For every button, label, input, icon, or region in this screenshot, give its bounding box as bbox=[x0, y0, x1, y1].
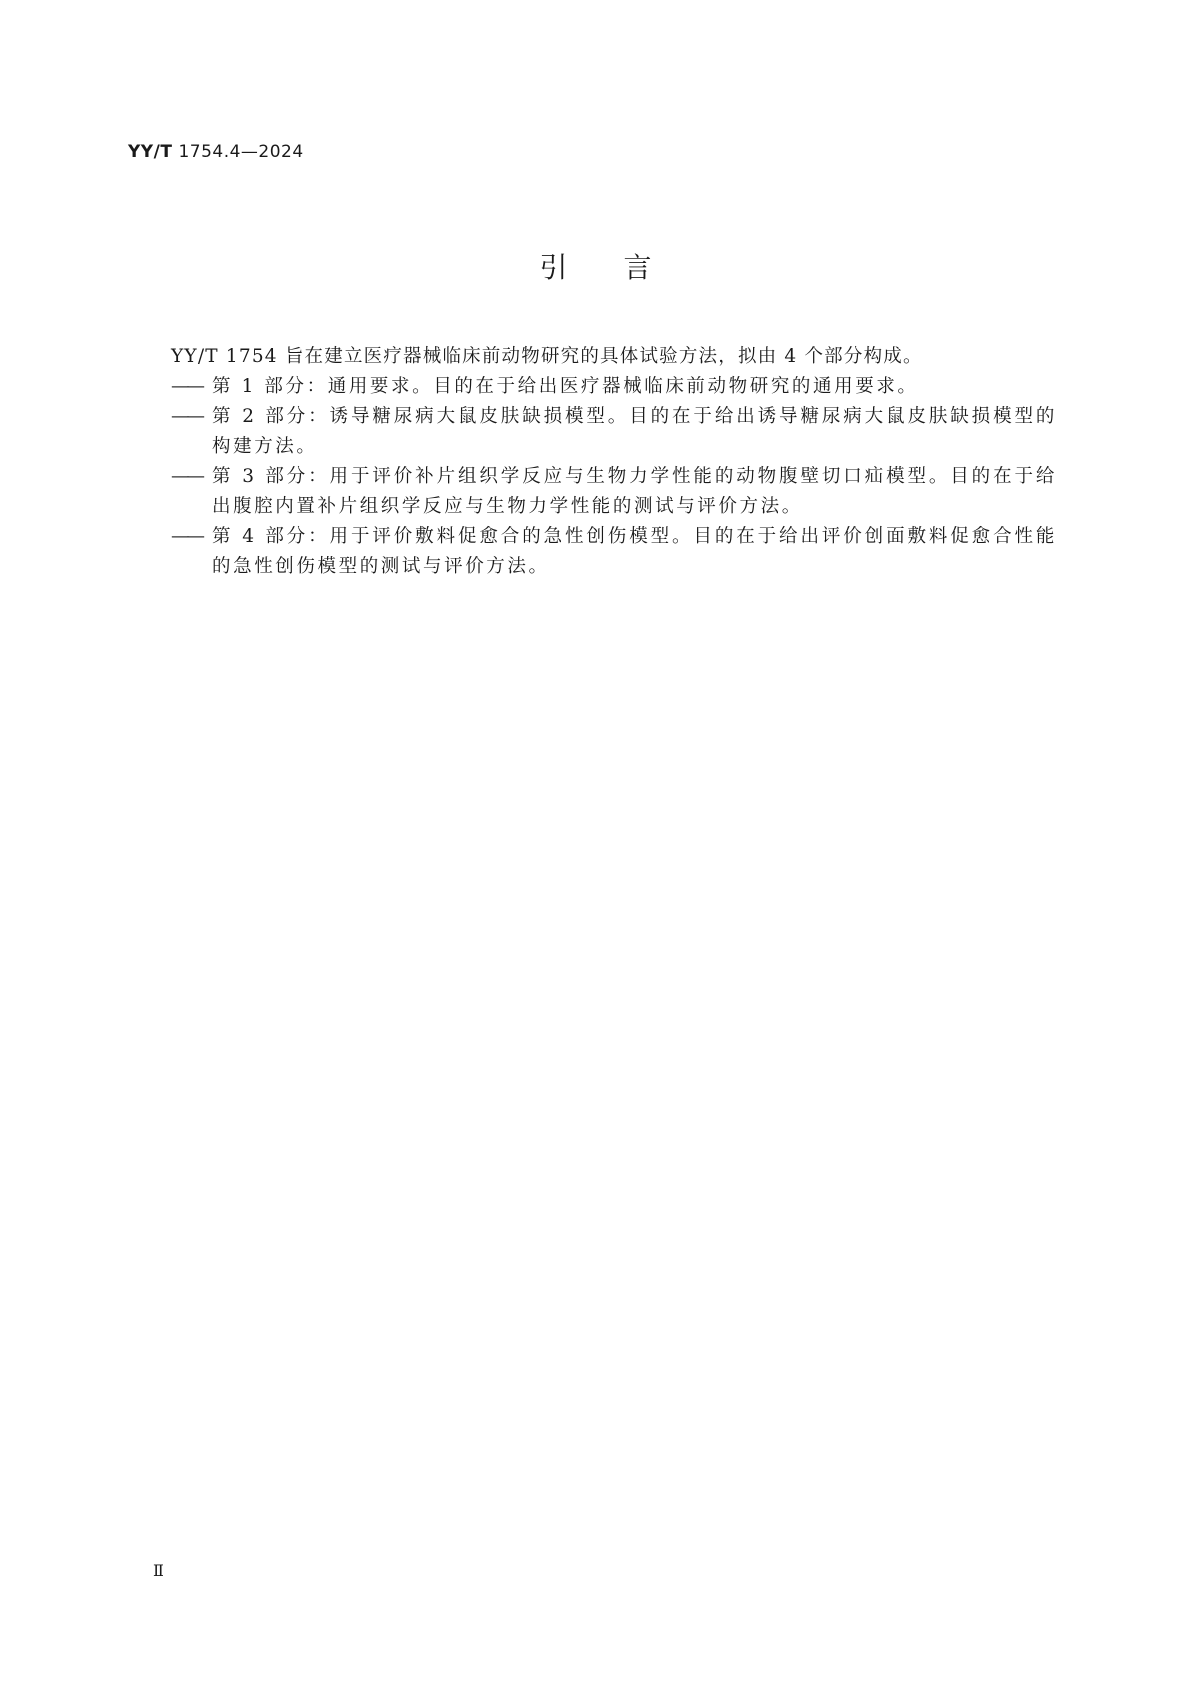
introduction-body bbox=[171, 342, 1057, 582]
list-dash: —— bbox=[171, 406, 202, 427]
list-item-part-1 bbox=[171, 372, 1057, 402]
list-item-text: 第 2 部分：诱导糖尿病大鼠皮肤缺损模型。目的在于给出诱导糖尿病大鼠皮肤缺损模型的构建方法。 bbox=[212, 406, 1057, 457]
list-item-part-3 bbox=[171, 462, 1057, 522]
list-item-part-4 bbox=[171, 522, 1057, 582]
list-item-part-2 bbox=[171, 402, 1057, 462]
standard-number: 1754.4—2024 bbox=[178, 142, 304, 162]
standard-number-header bbox=[128, 142, 304, 162]
list-item-text: 第 3 部分：用于评价补片组织学反应与生物力学性能的动物腹壁切口疝模型。目的在于给出腹腔内置补片组织学反应与生物力学性能的测试与评价方法。 bbox=[212, 466, 1057, 517]
list-dash: —— bbox=[171, 376, 202, 397]
page-title: 引言 bbox=[539, 251, 708, 284]
intro-paragraph: YY/T 1754 旨在建立医疗器械临床前动物研究的具体试验方法，拟由 4 个部分构成。 bbox=[171, 346, 923, 367]
list-dash: —— bbox=[171, 466, 202, 487]
page-number: Ⅱ bbox=[153, 1561, 164, 1580]
standard-prefix: YY/T bbox=[128, 142, 173, 162]
list-item-text: 第 4 部分：用于评价敷料促愈合的急性创伤模型。目的在于给出评价创面敷料促愈合性能的急性创伤模型的测试与评价方法。 bbox=[212, 526, 1057, 577]
list-item-text: 第 1 部分：通用要求。目的在于给出医疗器械临床前动物研究的通用要求。 bbox=[212, 376, 919, 397]
list-dash: —— bbox=[171, 526, 202, 547]
